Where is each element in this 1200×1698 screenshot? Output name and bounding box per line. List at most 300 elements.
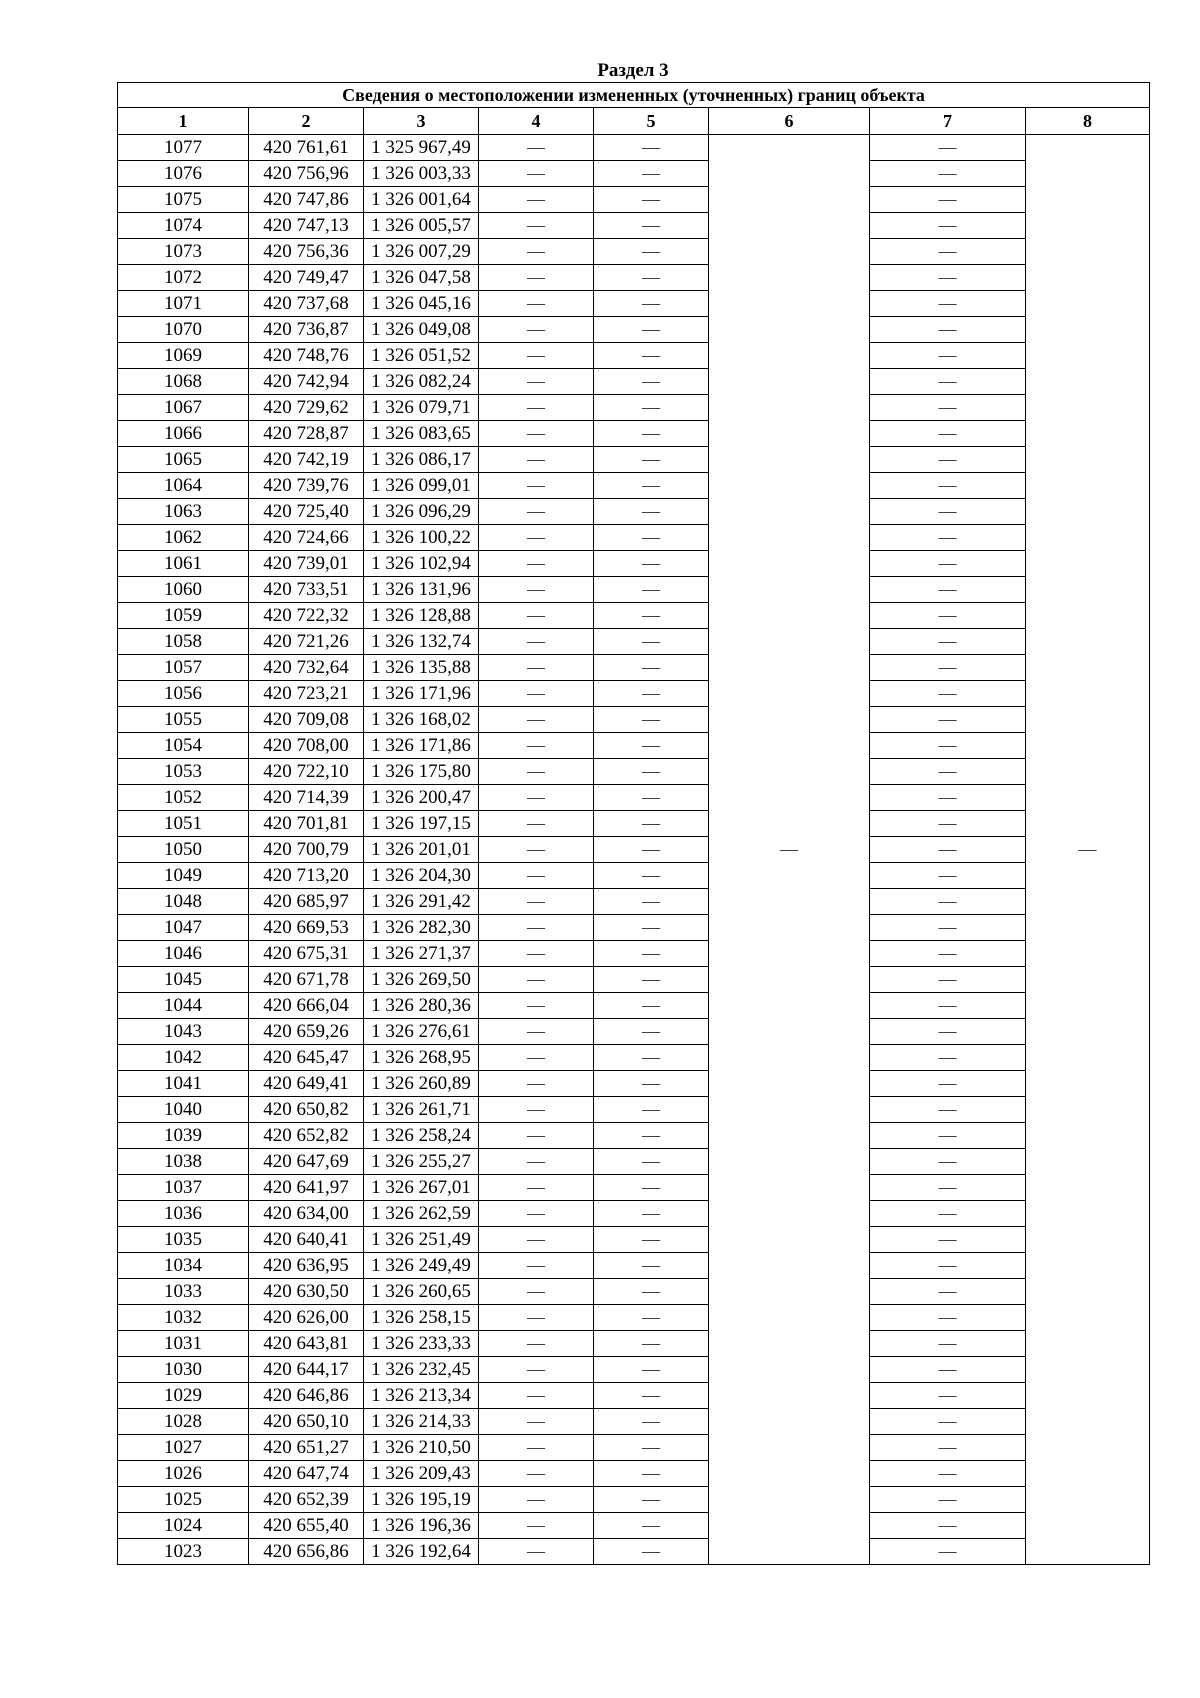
point-number: 1055 (118, 707, 249, 733)
coord-y: 1 326 007,29 (364, 239, 479, 265)
col4-value: — (479, 915, 594, 941)
point-number: 1060 (118, 577, 249, 603)
col7-value: — (870, 1539, 1026, 1565)
point-number: 1064 (118, 473, 249, 499)
table-row (118, 1097, 1150, 1123)
coord-x: 420 645,47 (249, 1045, 364, 1071)
col5-value: — (594, 577, 709, 603)
col5-value: — (594, 161, 709, 187)
point-number: 1030 (118, 1357, 249, 1383)
coord-y: 1 326 262,59 (364, 1201, 479, 1227)
col7-value: — (870, 1175, 1026, 1201)
table-row (118, 187, 1150, 213)
table-row (118, 1513, 1150, 1539)
coord-y: 1 326 195,19 (364, 1487, 479, 1513)
col7-value: — (870, 1071, 1026, 1097)
point-number: 1054 (118, 733, 249, 759)
col7-value: — (870, 161, 1026, 187)
coord-y: 1 326 268,95 (364, 1045, 479, 1071)
col4-value: — (479, 317, 594, 343)
coord-y: 1 326 260,89 (364, 1071, 479, 1097)
coord-x: 420 659,26 (249, 1019, 364, 1045)
col5-value: — (594, 1253, 709, 1279)
col4-value: — (479, 941, 594, 967)
col4-value: — (479, 1279, 594, 1305)
point-number: 1029 (118, 1383, 249, 1409)
col7-value: — (870, 603, 1026, 629)
point-number: 1036 (118, 1201, 249, 1227)
coord-x: 420 652,39 (249, 1487, 364, 1513)
col4-value: — (479, 291, 594, 317)
coord-y: 1 326 291,42 (364, 889, 479, 915)
col7-value: — (870, 525, 1026, 551)
coord-x: 420 733,51 (249, 577, 364, 603)
table-row (118, 1175, 1150, 1201)
col5-value: — (594, 1513, 709, 1539)
col5-value: — (594, 135, 709, 161)
col4-value: — (479, 369, 594, 395)
col7-value: — (870, 733, 1026, 759)
coord-x: 420 656,86 (249, 1539, 364, 1565)
col5-value: — (594, 1123, 709, 1149)
table-row (118, 811, 1150, 837)
col7-value: — (870, 135, 1026, 161)
col5-value: — (594, 1539, 709, 1565)
col5-value: — (594, 213, 709, 239)
table-row (118, 785, 1150, 811)
point-number: 1068 (118, 369, 249, 395)
col5-value: — (594, 291, 709, 317)
point-number: 1047 (118, 915, 249, 941)
col7-value: — (870, 1227, 1026, 1253)
coord-y: 1 326 099,01 (364, 473, 479, 499)
column-number-1: 1 (118, 108, 249, 135)
col5-value: — (594, 369, 709, 395)
col5-value: — (594, 837, 709, 863)
col4-value: — (479, 447, 594, 473)
col4-value: — (479, 239, 594, 265)
coord-y: 1 326 045,16 (364, 291, 479, 317)
col4-value: — (479, 707, 594, 733)
coord-y: 1 326 096,29 (364, 499, 479, 525)
col5-value: — (594, 421, 709, 447)
col4-value: — (479, 785, 594, 811)
col5-value: — (594, 733, 709, 759)
col4-value: — (479, 1227, 594, 1253)
col5-value: — (594, 265, 709, 291)
coord-x: 420 630,50 (249, 1279, 364, 1305)
col5-value: — (594, 655, 709, 681)
table-row (118, 577, 1150, 603)
coord-y: 1 326 209,43 (364, 1461, 479, 1487)
coord-y: 1 326 201,01 (364, 837, 479, 863)
col4-value: — (479, 603, 594, 629)
coord-y: 1 326 213,34 (364, 1383, 479, 1409)
col4-value: — (479, 343, 594, 369)
col5-value: — (594, 1045, 709, 1071)
col7-value: — (870, 1097, 1026, 1123)
col4-value: — (479, 733, 594, 759)
coord-y: 1 326 251,49 (364, 1227, 479, 1253)
col7-value: — (870, 343, 1026, 369)
coord-x: 420 640,41 (249, 1227, 364, 1253)
col4-value: — (479, 1513, 594, 1539)
column-number-6: 6 (709, 108, 870, 135)
point-number: 1066 (118, 421, 249, 447)
table-row (118, 1279, 1150, 1305)
table-row (118, 1383, 1150, 1409)
table-row (118, 1253, 1150, 1279)
table-row (118, 1435, 1150, 1461)
coord-x: 420 709,08 (249, 707, 364, 733)
coord-y: 1 326 049,08 (364, 317, 479, 343)
col7-value: — (870, 499, 1026, 525)
coord-x: 420 756,96 (249, 161, 364, 187)
point-number: 1028 (118, 1409, 249, 1435)
col5-value: — (594, 1279, 709, 1305)
table-row (118, 629, 1150, 655)
col7-value: — (870, 213, 1026, 239)
col5-value: — (594, 759, 709, 785)
point-number: 1027 (118, 1435, 249, 1461)
point-number: 1046 (118, 941, 249, 967)
coord-x: 420 737,68 (249, 291, 364, 317)
col7-value: — (870, 1253, 1026, 1279)
table-row (118, 239, 1150, 265)
point-number: 1071 (118, 291, 249, 317)
table-row (118, 1461, 1150, 1487)
col7-value: — (870, 681, 1026, 707)
coord-y: 1 326 197,15 (364, 811, 479, 837)
col4-value: — (479, 655, 594, 681)
coord-x: 420 729,62 (249, 395, 364, 421)
point-number: 1048 (118, 889, 249, 915)
coord-x: 420 722,32 (249, 603, 364, 629)
table-row (118, 1357, 1150, 1383)
col4-value: — (479, 1149, 594, 1175)
table-row (118, 733, 1150, 759)
col5-value: — (594, 1409, 709, 1435)
coord-y: 1 326 132,74 (364, 629, 479, 655)
boundary-coordinates-table (117, 82, 1150, 1565)
table-row (118, 213, 1150, 239)
point-number: 1053 (118, 759, 249, 785)
point-number: 1077 (118, 135, 249, 161)
col7-value: — (870, 265, 1026, 291)
point-number: 1069 (118, 343, 249, 369)
coord-x: 420 700,79 (249, 837, 364, 863)
coord-x: 420 675,31 (249, 941, 364, 967)
col5-value: — (594, 343, 709, 369)
col7-value: — (870, 811, 1026, 837)
col7-value: — (870, 1513, 1026, 1539)
col4-value: — (479, 629, 594, 655)
coord-y: 1 326 280,36 (364, 993, 479, 1019)
point-number: 1059 (118, 603, 249, 629)
coord-x: 420 736,87 (249, 317, 364, 343)
coord-x: 420 685,97 (249, 889, 364, 915)
point-number: 1038 (118, 1149, 249, 1175)
col7-value: — (870, 1305, 1026, 1331)
col5-value: — (594, 1149, 709, 1175)
point-number: 1056 (118, 681, 249, 707)
col7-value: — (870, 1357, 1026, 1383)
coord-x: 420 723,21 (249, 681, 364, 707)
col7-value: — (870, 1149, 1026, 1175)
coord-x: 420 649,41 (249, 1071, 364, 1097)
coord-x: 420 761,61 (249, 135, 364, 161)
col7-value: — (870, 915, 1026, 941)
coord-x: 420 650,10 (249, 1409, 364, 1435)
point-number: 1025 (118, 1487, 249, 1513)
col7-value: — (870, 551, 1026, 577)
col5-value: — (594, 447, 709, 473)
coord-x: 420 701,81 (249, 811, 364, 837)
col5-value: — (594, 1435, 709, 1461)
point-number: 1062 (118, 525, 249, 551)
col5-value: — (594, 1305, 709, 1331)
col7-value: — (870, 395, 1026, 421)
col4-value: — (479, 1435, 594, 1461)
col7-value: — (870, 421, 1026, 447)
table-row (118, 759, 1150, 785)
point-number: 1072 (118, 265, 249, 291)
col4-value: — (479, 681, 594, 707)
col5-value: — (594, 551, 709, 577)
col4-value: — (479, 759, 594, 785)
coord-y: 1 326 255,27 (364, 1149, 479, 1175)
col5-value: — (594, 1201, 709, 1227)
coord-y: 1 326 261,71 (364, 1097, 479, 1123)
point-number: 1024 (118, 1513, 249, 1539)
coord-x: 420 634,00 (249, 1201, 364, 1227)
col5-value: — (594, 863, 709, 889)
coord-y: 1 326 168,02 (364, 707, 479, 733)
coord-x: 420 641,97 (249, 1175, 364, 1201)
coord-x: 420 651,27 (249, 1435, 364, 1461)
col5-value: — (594, 187, 709, 213)
col5-value: — (594, 915, 709, 941)
col5-value: — (594, 811, 709, 837)
table-row (118, 1305, 1150, 1331)
col7-value: — (870, 785, 1026, 811)
coord-x: 420 650,82 (249, 1097, 364, 1123)
col8-merged-value: — (1026, 135, 1150, 1565)
coord-x: 420 655,40 (249, 1513, 364, 1539)
coord-y: 1 326 083,65 (364, 421, 479, 447)
col5-value: — (594, 239, 709, 265)
coord-x: 420 747,13 (249, 213, 364, 239)
coord-y: 1 326 079,71 (364, 395, 479, 421)
coord-x: 420 644,17 (249, 1357, 364, 1383)
coord-x: 420 725,40 (249, 499, 364, 525)
table-row (118, 655, 1150, 681)
col4-value: — (479, 1123, 594, 1149)
table-row (118, 837, 1150, 863)
col4-value: — (479, 811, 594, 837)
coord-x: 420 671,78 (249, 967, 364, 993)
coord-x: 420 708,00 (249, 733, 364, 759)
col4-value: — (479, 499, 594, 525)
col4-value: — (479, 551, 594, 577)
col7-value: — (870, 577, 1026, 603)
coord-x: 420 666,04 (249, 993, 364, 1019)
point-number: 1074 (118, 213, 249, 239)
table-row (118, 1045, 1150, 1071)
coord-x: 420 756,36 (249, 239, 364, 265)
table-row (118, 993, 1150, 1019)
table-caption: Сведения о местоположении измененных (уточненных) границ объекта (118, 83, 1150, 108)
point-number: 1065 (118, 447, 249, 473)
point-number: 1040 (118, 1097, 249, 1123)
coord-y: 1 326 249,49 (364, 1253, 479, 1279)
col5-value: — (594, 473, 709, 499)
table-caption-row (118, 83, 1150, 108)
table-row (118, 915, 1150, 941)
col7-value: — (870, 447, 1026, 473)
coord-x: 420 626,00 (249, 1305, 364, 1331)
col7-value: — (870, 629, 1026, 655)
col5-value: — (594, 1019, 709, 1045)
col5-value: — (594, 1357, 709, 1383)
col4-value: — (479, 967, 594, 993)
coord-y: 1 326 200,47 (364, 785, 479, 811)
col7-value: — (870, 369, 1026, 395)
point-number: 1049 (118, 863, 249, 889)
col4-value: — (479, 889, 594, 915)
coord-y: 1 326 001,64 (364, 187, 479, 213)
col4-value: — (479, 525, 594, 551)
point-number: 1034 (118, 1253, 249, 1279)
coord-y: 1 326 051,52 (364, 343, 479, 369)
col5-value: — (594, 941, 709, 967)
point-number: 1050 (118, 837, 249, 863)
col5-value: — (594, 785, 709, 811)
col5-value: — (594, 681, 709, 707)
coord-x: 420 724,66 (249, 525, 364, 551)
column-number-7: 7 (870, 108, 1026, 135)
col7-value: — (870, 889, 1026, 915)
table-row (118, 1019, 1150, 1045)
col4-value: — (479, 1383, 594, 1409)
point-number: 1073 (118, 239, 249, 265)
point-number: 1057 (118, 655, 249, 681)
col7-value: — (870, 1201, 1026, 1227)
coord-x: 420 647,69 (249, 1149, 364, 1175)
col4-value: — (479, 1357, 594, 1383)
table-row (118, 1149, 1150, 1175)
coord-x: 420 742,19 (249, 447, 364, 473)
col7-value: — (870, 759, 1026, 785)
table-row (118, 1201, 1150, 1227)
coord-y: 1 326 232,45 (364, 1357, 479, 1383)
col5-value: — (594, 1461, 709, 1487)
col4-value: — (479, 1019, 594, 1045)
coord-y: 1 326 086,17 (364, 447, 479, 473)
col7-value: — (870, 967, 1026, 993)
col7-value: — (870, 863, 1026, 889)
col5-value: — (594, 993, 709, 1019)
col4-value: — (479, 135, 594, 161)
table-row (118, 447, 1150, 473)
table-row (118, 473, 1150, 499)
col4-value: — (479, 863, 594, 889)
col5-value: — (594, 525, 709, 551)
col4-value: — (479, 473, 594, 499)
point-number: 1058 (118, 629, 249, 655)
point-number: 1035 (118, 1227, 249, 1253)
table-row (118, 135, 1150, 161)
col7-value: — (870, 1435, 1026, 1461)
table-row (118, 1331, 1150, 1357)
column-number-5: 5 (594, 108, 709, 135)
coord-x: 420 669,53 (249, 915, 364, 941)
point-number: 1023 (118, 1539, 249, 1565)
col4-value: — (479, 421, 594, 447)
coord-x: 420 739,01 (249, 551, 364, 577)
coord-y: 1 326 005,57 (364, 213, 479, 239)
table-row (118, 291, 1150, 317)
table-row (118, 681, 1150, 707)
coord-x: 420 742,94 (249, 369, 364, 395)
coord-x: 420 652,82 (249, 1123, 364, 1149)
coord-x: 420 739,76 (249, 473, 364, 499)
point-number: 1042 (118, 1045, 249, 1071)
point-number: 1026 (118, 1461, 249, 1487)
point-number: 1075 (118, 187, 249, 213)
coord-x: 420 749,47 (249, 265, 364, 291)
column-numbers-row (118, 108, 1150, 135)
coord-x: 420 714,39 (249, 785, 364, 811)
col4-value: — (479, 1045, 594, 1071)
section-title: Раздел 3 (597, 60, 669, 81)
table-row (118, 343, 1150, 369)
coord-x: 420 713,20 (249, 863, 364, 889)
col7-value: — (870, 993, 1026, 1019)
column-number-8: 8 (1026, 108, 1150, 135)
coord-y: 1 326 204,30 (364, 863, 479, 889)
col5-value: — (594, 1175, 709, 1201)
col7-value: — (870, 1279, 1026, 1305)
column-number-4: 4 (479, 108, 594, 135)
col4-value: — (479, 395, 594, 421)
coord-y: 1 326 100,22 (364, 525, 479, 551)
coord-y: 1 326 102,94 (364, 551, 479, 577)
coord-y: 1 326 047,58 (364, 265, 479, 291)
table-row (118, 863, 1150, 889)
table-row (118, 499, 1150, 525)
table-row (118, 421, 1150, 447)
table-row (118, 967, 1150, 993)
point-number: 1063 (118, 499, 249, 525)
col7-value: — (870, 1019, 1026, 1045)
table-row (118, 941, 1150, 967)
table-row (118, 1487, 1150, 1513)
col7-value: — (870, 317, 1026, 343)
coord-y: 1 326 267,01 (364, 1175, 479, 1201)
col7-value: — (870, 655, 1026, 681)
col4-value: — (479, 1461, 594, 1487)
col5-value: — (594, 1487, 709, 1513)
col7-value: — (870, 1123, 1026, 1149)
point-number: 1076 (118, 161, 249, 187)
table-row (118, 1071, 1150, 1097)
coord-y: 1 325 967,49 (364, 135, 479, 161)
col7-value: — (870, 837, 1026, 863)
coord-y: 1 326 196,36 (364, 1513, 479, 1539)
col5-value: — (594, 1331, 709, 1357)
coord-y: 1 326 171,86 (364, 733, 479, 759)
